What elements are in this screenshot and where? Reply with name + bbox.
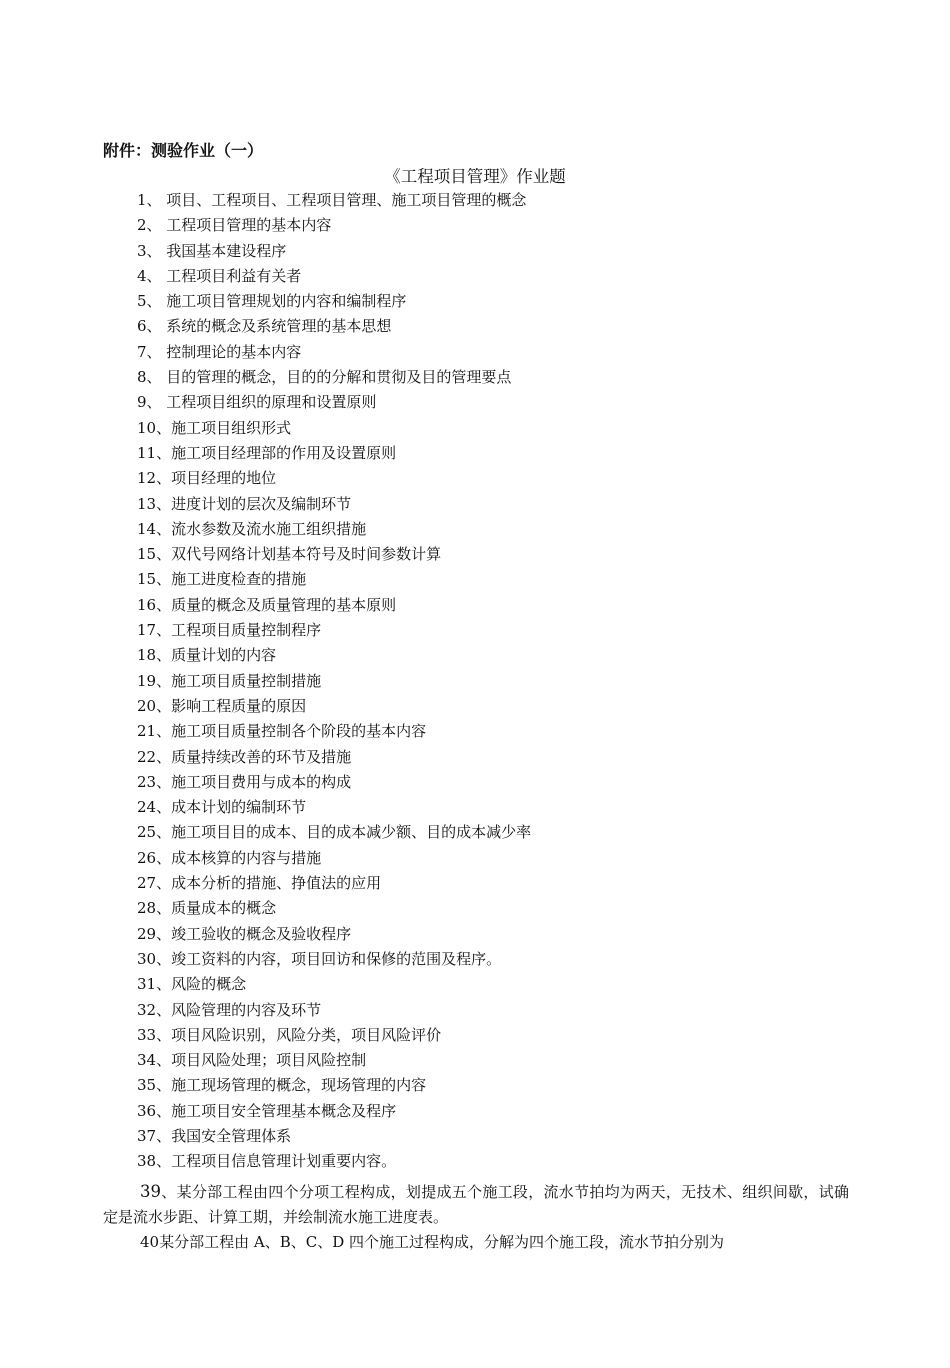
document-title: 《工程项目管理》作业题 (384, 167, 566, 186)
list-item: 8、 目的管理的概念，目的的分解和贯彻及目的管理要点 (137, 368, 512, 387)
list-item: 18、质量计划的内容 (137, 646, 277, 665)
list-item: 36、施工项目安全管理基本概念及程序 (137, 1101, 397, 1120)
list-item: 24、成本计划的编制环节 (137, 798, 307, 817)
list-item: 25、施工项目目的成本、目的成本减少额、目的成本减少率 (137, 823, 532, 842)
question-39-text: 、某分部工程由四个分项工程构成，划提成五个施工段，流水节拍均为两天，无技术、组织间歇，试确定是流水步距、计算工期，并绘制流水施工进度表。 (103, 1183, 849, 1227)
list-item: 12、项目经理的地位 (137, 469, 277, 488)
list-item: 15、双代号网络计划基本符号及时间参数计算 (137, 545, 442, 564)
list-item: 15、施工进度检查的措施 (137, 570, 307, 589)
list-item: 38、工程项目信息管理计划重要内容。 (137, 1152, 397, 1171)
list-item: 14、流水参数及流水施工组织措施 (137, 519, 367, 538)
list-item: 16、质量的概念及质量管理的基本原则 (137, 595, 397, 614)
list-item: 19、施工项目质量控制措施 (137, 671, 322, 690)
list-item: 11、施工项目经理部的作用及设置原则 (137, 443, 397, 462)
list-item: 26、成本核算的内容与措施 (137, 848, 322, 867)
list-item: 37、我国安全管理体系 (137, 1126, 292, 1145)
question-40-text: 40某分部工程由 A、B、C、D 四个施工过程构成，分解为四个施工段，流水节拍分别为 (140, 1233, 724, 1251)
list-item: 7、 控制理论的基本内容 (137, 342, 302, 361)
list-item: 23、施工项目费用与成本的构成 (137, 772, 352, 791)
list-item: 29、竣工验收的概念及验收程序 (137, 924, 352, 943)
list-item: 1、 项目、工程项目、工程项目管理、施工项目管理的概念 (137, 191, 527, 209)
list-item: 20、影响工程质量的原因 (137, 696, 307, 715)
question-39-paragraph (103, 1179, 849, 1231)
list-item: 30、竣工资料的内容，项目回访和保修的范围及程序。 (137, 949, 502, 968)
list-item: 6、 系统的概念及系统管理的基本思想 (137, 317, 392, 336)
list-item: 3、 我国基本建设程序 (137, 241, 287, 260)
list-item: 31、风险的概念 (137, 975, 247, 994)
list-item: 35、施工现场管理的概念，现场管理的内容 (137, 1076, 427, 1095)
list-item: 5、 施工项目管理规划的内容和编制程序 (137, 292, 407, 311)
list-item: 22、质量持续改善的环节及措施 (137, 747, 352, 766)
question-39-number: 39 (140, 1182, 161, 1201)
question-list (137, 188, 531, 1175)
list-item: 28、质量成本的概念 (137, 899, 277, 918)
list-item: 21、施工项目质量控制各个阶段的基本内容 (137, 722, 427, 741)
list-item: 4、 工程项目利益有关者 (137, 266, 302, 285)
question-40-paragraph (103, 1230, 849, 1255)
list-item: 13、进度计划的层次及编制环节 (137, 494, 352, 513)
attachment-heading: 附件：测验作业（一） (103, 141, 264, 160)
list-item: 33、项目风险识别，风险分类，项目风险评价 (137, 1025, 442, 1044)
list-item: 34、项目风险处理；项目风险控制 (137, 1051, 367, 1070)
list-item: 32、风险管理的内容及环节 (137, 1000, 322, 1019)
list-item: 10、施工项目组织形式 (137, 418, 292, 437)
list-item: 17、工程项目质量控制程序 (137, 621, 322, 640)
list-item: 9、 工程项目组织的原理和设置原则 (137, 393, 377, 412)
list-item: 2、 工程项目管理的基本内容 (137, 216, 332, 235)
list-item: 27、成本分析的措施、挣值法的应用 (137, 874, 382, 893)
